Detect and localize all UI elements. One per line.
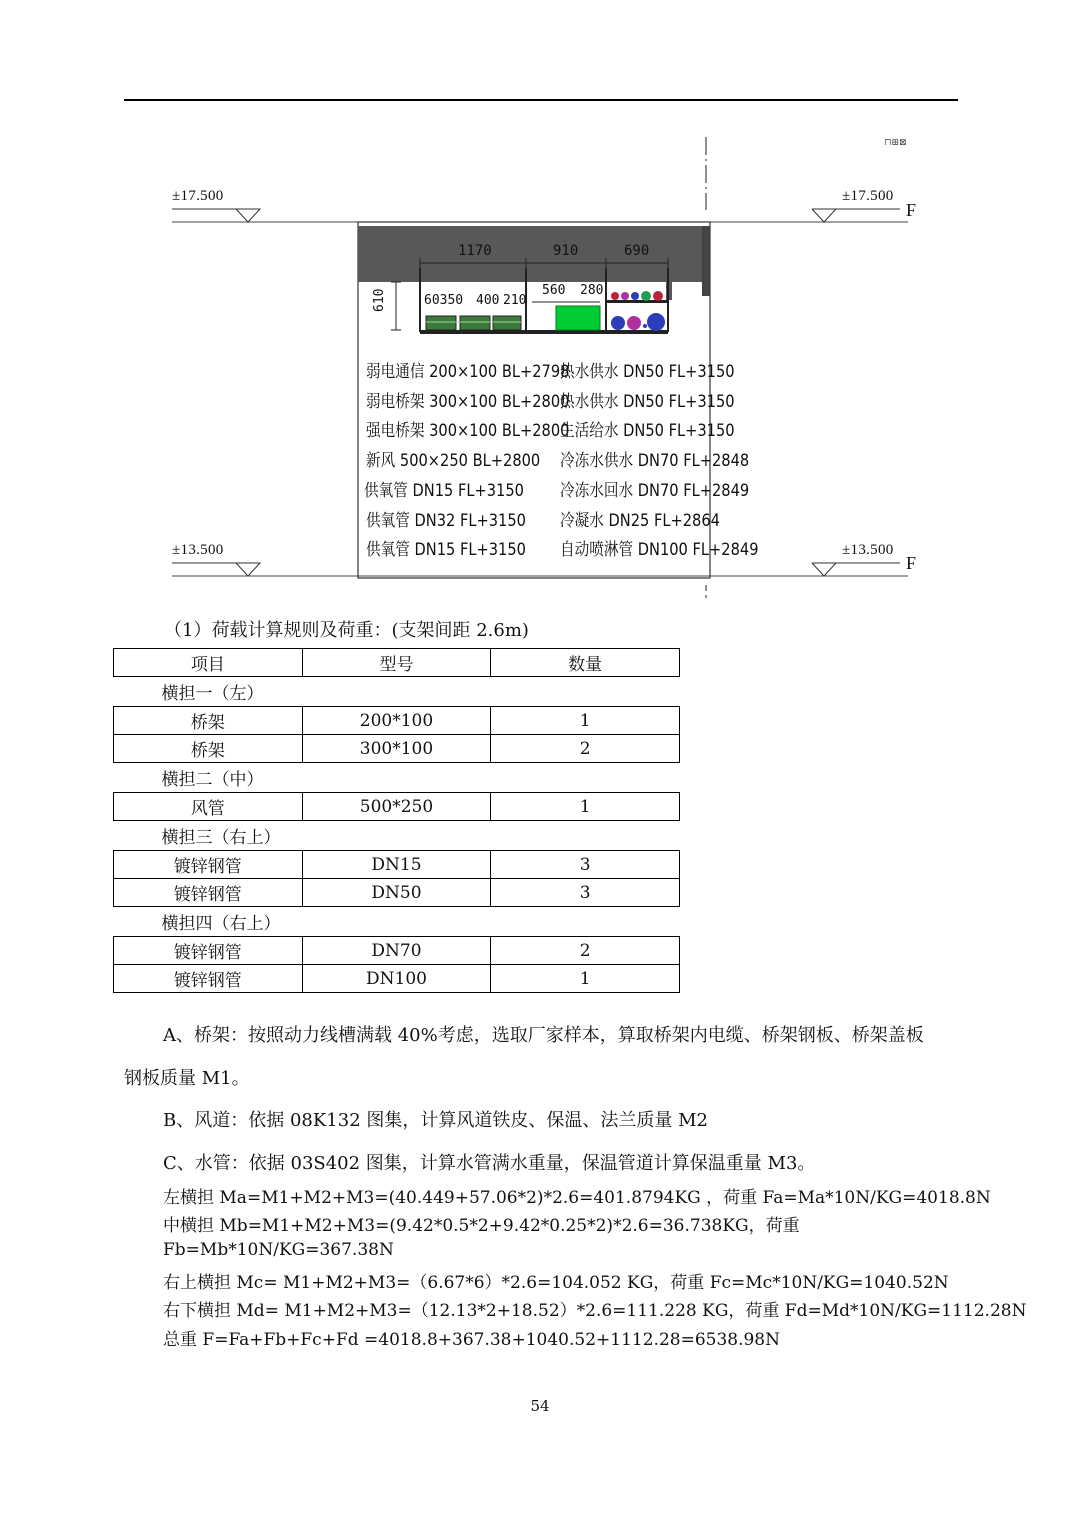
group-row [114,821,680,851]
legend-right-3: 生活给水 DN50 FL+3150 [560,421,735,441]
cable-tray-1 [426,316,456,330]
legend-left-4: 新风 500×250 BL+2800 [366,451,541,471]
dim-690: 690 [624,243,650,259]
dim-60350: 60350 [424,293,464,308]
cell-quantity: 3 [491,851,680,879]
floor-slab [358,226,710,282]
dim-610: 610 [372,288,387,312]
cable-tray-2 [460,316,490,330]
formula-mid-line2: Fb=Mb*10N/KG=367.38N [163,1240,394,1260]
elevation-label-top-left: ±17.500 [172,188,224,204]
dim-910: 910 [553,243,579,259]
formula-upper-right: 右上横担 Mc= M1+M2+M3=（6.67*6）*2.6=104.052 KG，荷重 Fc=Mc*10N/KG=1040.52N [163,1273,949,1293]
dim-280: 280 [580,283,604,298]
header-model: 型号 [302,649,491,677]
legend-left-7: 供氧管 DN15 FL+3150 [366,540,526,560]
cell-model: DN50 [302,879,491,907]
axis-label-f-top: F [906,200,917,220]
pipe-dn100 [647,313,665,331]
paragraph-b: B、风道：依据 08K132 图集，计算风道铁皮、保温、法兰质量 M2 [163,1110,708,1131]
drawing-linework [0,0,1080,610]
cell-quantity: 2 [491,735,680,763]
middle-bracket-bar [526,330,606,334]
dim-560: 560 [542,283,566,298]
header-quantity: 数量 [491,649,680,677]
legend-left-6: 供氧管 DN32 FL+3150 [366,511,526,531]
pipe-dn15-2 [621,292,629,300]
formula-left: 左横担 Ma=M1+M2+M3=(40.449+57.06*2)*2.6=401.8794KG ，荷重 Fa=Ma*10N/KG=4018.8N [163,1188,991,1208]
table-row [114,851,680,879]
dim-400: 400 [476,293,500,308]
cell-quantity: 2 [491,937,680,965]
cell-model: 300*100 [302,735,491,763]
elevation-marker-bottom-left [236,563,260,576]
air-duct [556,306,600,330]
legend-right-4: 冷冻水供水 DN70 FL+2848 [560,451,750,471]
cable-tray-3 [493,316,521,330]
paragraph-a-line2: 钢板质量 M1。 [124,1068,250,1089]
table-row [114,879,680,907]
section-drawing [0,0,1080,610]
table-row [114,707,680,735]
elevation-label-bottom-right: ±13.500 [842,542,894,558]
group-title: 横担四（右上） [161,914,281,934]
cell-model: DN100 [302,965,491,993]
table-row [114,735,680,763]
cell-quantity: 3 [491,879,680,907]
formula-lower-right: 右下横担 Md= M1+M2+M3=（12.13*2+18.52）*2.6=111.228 KG，荷重 Fd=Md*10N/KG=1112.28N [163,1301,1027,1321]
cell-item: 镀锌钢管 [114,937,303,965]
elevation-label-top-right: ±17.500 [842,188,894,204]
cell-item: 桥架 [114,707,303,735]
pipe-dn15-3 [631,292,639,300]
elevation-marker-top-left [236,209,260,222]
pipe-dn70-2 [627,316,641,330]
axis-label-f-bottom: F [906,553,917,573]
legend-left-5: 供氧管 DN15 FL+3150 [364,481,524,501]
paragraph-c: C、水管：依据 03S402 图集，计算水管满水重量，保温管道计算保温重量 M3。 [163,1153,816,1174]
paragraph-a-line1: A、桥架：按照动力线槽满载 40%考虑，选取厂家样本，算取桥架内电缆、桥架钢板、桥架盖板 [163,1025,924,1046]
cell-item: 镀锌钢管 [114,879,303,907]
legend-right-5: 冷冻水回水 DN70 FL+2849 [560,481,750,501]
cell-item: 镀锌钢管 [114,965,303,993]
pipe-dn70-1 [611,316,625,330]
cell-model: DN15 [302,851,491,879]
cell-quantity: 1 [491,965,680,993]
table-header-row [114,649,680,677]
corner-mark: ⊓⊞⊠ [884,138,907,148]
elevation-label-bottom-left: ±13.500 [172,542,224,558]
cell-quantity: 1 [491,707,680,735]
group-row [114,677,680,707]
group-title: 横担二（中） [161,770,264,790]
dim-210: 210 [503,293,527,308]
section-caption: （1）荷载计算规则及荷重：(支架间距 2.6m) [164,620,529,641]
cell-model: 500*250 [302,793,491,821]
elevation-marker-bottom-right [812,563,836,576]
dim-1170: 1170 [458,243,492,259]
header-item: 项目 [114,649,303,677]
left-bracket-bar [420,330,526,334]
elevation-marker-top-right [812,209,836,222]
cell-quantity: 1 [491,793,680,821]
table-row [114,965,680,993]
legend-left-3: 强电桥架 300×100 BL+2800 [366,421,570,441]
group-title: 横担三（右上） [161,828,281,848]
table-row [114,937,680,965]
group-row [114,907,680,937]
legend-right-7: 自动喷淋管 DN100 FL+2849 [560,540,759,560]
cell-item: 镀锌钢管 [114,851,303,879]
group-row [114,763,680,793]
formula-mid-line1: 中横担 Mb=M1+M2+M3=(9.42*0.5*2+9.42*0.25*2)*2.6=36.738KG，荷重 [163,1216,800,1236]
legend-left-2: 弱电桥架 300×100 BL+2800 [366,392,570,412]
pipe-dn50-2 [653,291,663,301]
legend-left-1: 弱电通信 200×100 BL+2798 [366,362,570,382]
cell-model: DN70 [302,937,491,965]
page-number: 54 [530,1397,550,1415]
right-lower-bracket-bar [606,330,668,334]
formula-total: 总重 F=Fa+Fb+Fc+Fd =4018.8+367.38+1040.52+1112.28=6538.98N [163,1330,780,1350]
pipe-dn50-1 [641,291,651,301]
legend-right-2: 热水供水 DN50 FL+3150 [560,392,735,412]
table-row [114,793,680,821]
legend-right-1: 热水供水 DN50 FL+3150 [560,362,735,382]
group-title: 横担一（左） [161,684,264,704]
cell-item: 风管 [114,793,303,821]
legend-right-6: 冷凝水 DN25 FL+2864 [560,511,720,531]
pipe-dn15-1 [611,292,619,300]
cell-item: 桥架 [114,735,303,763]
load-table [113,648,680,993]
cell-model: 200*100 [302,707,491,735]
